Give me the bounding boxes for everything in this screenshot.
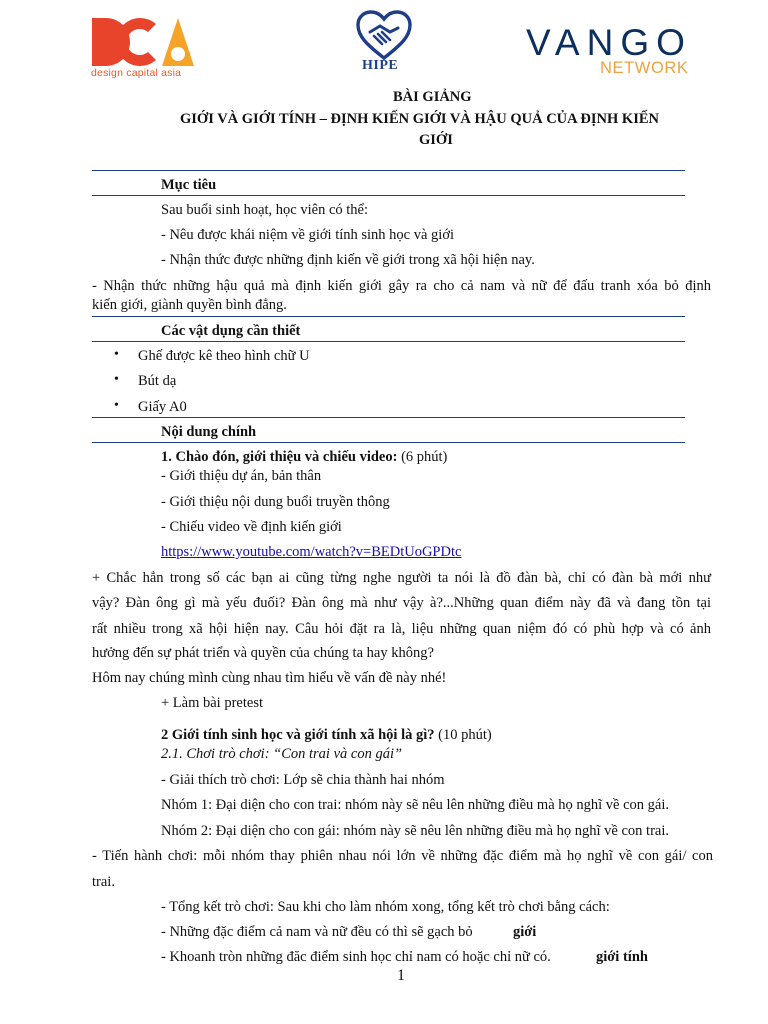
- bullet-icon: •: [114, 372, 119, 387]
- handshake-heart-icon: [356, 10, 412, 62]
- divider: [92, 170, 685, 171]
- section2-title: [161, 726, 492, 744]
- material-item: Bút dạ: [138, 373, 177, 389]
- hipe-name: HIPE: [362, 58, 399, 73]
- section1-title-text: 1. Chào đón, giới thiệu và chiếu video:: [161, 449, 398, 465]
- section1-paragraph-line: + Chắc hẳn trong số các bạn ai cũng từng nghe người ta nói là đồ đàn bà, chỉ có đàn bà mới như: [92, 570, 711, 586]
- objective-item: - Nêu được khái niệm về giới tính sinh học và giới: [161, 227, 455, 243]
- section1-item: - Giới thiệu nội dung buổi truyền thông: [161, 494, 390, 510]
- vango-network: NETWORK: [600, 59, 689, 77]
- section1-paragraph-line: rất nhiều trong xã hội hiện nay. Câu hỏi đặt ra là, liệu những quan niệm đó có phù hợp và có ảnh: [92, 621, 711, 637]
- section1-paragraph-line: hưởng đến sự phát triển và quyền của chúng ta hay không?: [92, 645, 434, 661]
- materials-heading: Các vật dụng cần thiết: [161, 323, 301, 339]
- bullet-icon: •: [114, 398, 119, 413]
- divider: [92, 417, 685, 418]
- section2-subtitle: 2.1. Chơi trò chơi: “Con trai và con gái”: [161, 746, 403, 762]
- group-description: Nhóm 2: Đại diện cho con gái: nhóm này sẽ nêu lên những điều mà họ nghĩ về con trai.: [161, 823, 669, 839]
- pretest-item: + Làm bài pretest: [161, 695, 263, 711]
- video-link[interactable]: https://www.youtube.com/watch?v=BEDtUoGPDtc: [161, 544, 462, 560]
- group-description: Nhóm 1: Đại diện cho con trai: nhóm này sẽ nêu lên những điều mà họ nghĩ về con gái.: [161, 797, 669, 813]
- divider: [92, 442, 685, 443]
- divider: [92, 195, 685, 196]
- game-play-line: - Tiến hành chơi: mỗi nhóm thay phiên nhau nói lớn về những đặc điểm mà họ nghĩ về con gái/ con: [92, 848, 713, 864]
- section1-title: [161, 448, 447, 466]
- material-item: Ghế được kê theo hình chữ U: [138, 348, 310, 364]
- game-play-line: trai.: [92, 874, 115, 890]
- section1-item: - Chiếu video về định kiến giới: [161, 519, 342, 535]
- summary-step-cross: - Những đặc điểm cả nam và nữ đều có thì sẽ gạch bỏ: [161, 924, 473, 940]
- divider: [92, 341, 685, 342]
- objective-item-wide-continued: kiến giới, giành quyền bình đẳng.: [92, 297, 287, 313]
- dca-name: design capital asia: [91, 67, 182, 79]
- summary-label-gender: giới: [513, 924, 537, 940]
- section1-paragraph-line: vậy? Đàn ông gì mà yếu đuối? Đàn ông mà như vậy à?...Những quan điểm này đã và đang tồn tại: [92, 595, 711, 611]
- summary-step-circle: - Khoanh tròn những đăc điểm sinh học chỉ nam có hoặc chỉ nữ có.: [161, 949, 551, 965]
- lecture-title: GIỚI VÀ GIỚI TÍNH – ĐỊNH KIẾN GIỚI VÀ HẬU QUẢ CỦA ĐỊNH KIẾN: [180, 111, 659, 127]
- section1-closing: Hôm nay chúng mình cùng nhau tìm hiểu về vấn đề này nhé!: [92, 670, 447, 686]
- vango-name: VANGO: [526, 22, 692, 63]
- game-explanation: - Giải thích trò chơi: Lớp sẽ chia thành hai nhóm: [161, 772, 445, 788]
- section1-item: - Giới thiệu dự án, bản thân: [161, 468, 322, 484]
- lecture-title-label: BÀI GIẢNG: [393, 89, 472, 105]
- material-item: Giấy A0: [138, 399, 187, 415]
- game-summary: - Tổng kết trò chơi: Sau khi cho làm nhóm xong, tổng kết trò chơi bằng cách:: [161, 899, 610, 915]
- section2-title-text: 2 Giới tính sinh học và giới tính xã hội là gì?: [161, 727, 435, 743]
- objective-item-wide: - Nhận thức những hậu quả mà định kiến giới gây ra cho cả nam và nữ để đấu tranh xóa bỏ định: [92, 278, 711, 294]
- divider: [92, 316, 685, 317]
- page-number: 1: [397, 967, 405, 984]
- section2-time: (10 phút): [434, 727, 492, 743]
- objectives-intro: Sau buổi sinh hoạt, học viên có thể:: [161, 202, 368, 218]
- summary-label-sex: giới tính: [596, 949, 648, 965]
- objectives-heading: Mục tiêu: [161, 177, 217, 193]
- section1-time: (6 phút): [397, 449, 448, 465]
- content-heading: Nội dung chính: [161, 424, 257, 440]
- bullet-icon: •: [114, 347, 119, 362]
- objective-item: - Nhận thức được những định kiến về giới trong xã hội hiện nay.: [161, 252, 535, 268]
- lecture-title-continued: GIỚI: [419, 132, 453, 148]
